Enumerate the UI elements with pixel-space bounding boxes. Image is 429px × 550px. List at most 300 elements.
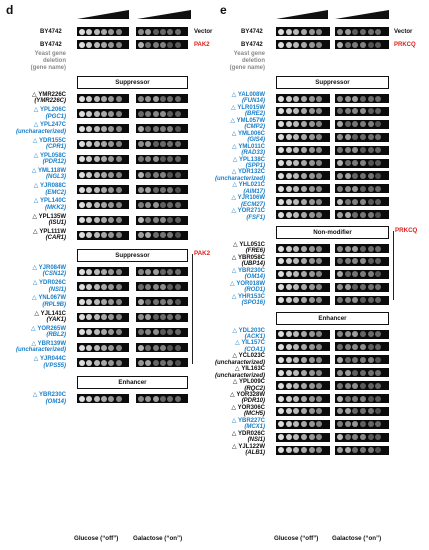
gene-label xyxy=(34,107,66,120)
gene-label xyxy=(215,169,265,182)
colony-spot xyxy=(108,314,114,320)
colony-spot xyxy=(167,172,173,178)
colony-spot xyxy=(301,396,307,402)
colony-spot xyxy=(108,217,114,223)
colony-spot xyxy=(352,383,358,389)
deletion-triangle-icon: △ xyxy=(231,254,238,261)
colony-spot xyxy=(79,156,85,162)
panel-d xyxy=(0,0,214,550)
gene-label xyxy=(32,265,66,278)
colony-spot xyxy=(301,160,307,166)
colony-spot xyxy=(293,344,299,350)
galactose-strip xyxy=(335,197,389,206)
colony-spot xyxy=(337,108,343,114)
colony-spot xyxy=(175,126,181,132)
colony-spot xyxy=(86,360,92,366)
colony-spot xyxy=(278,331,284,337)
gene-name: (OM14) xyxy=(45,398,66,405)
galactose-strip xyxy=(136,231,188,240)
colony-spot xyxy=(94,111,100,117)
colony-spot xyxy=(316,147,322,153)
group-title-box: Enhancer xyxy=(77,376,188,389)
colony-spot xyxy=(108,202,114,208)
colony-spot xyxy=(368,199,374,205)
colony-spot xyxy=(138,396,144,402)
colony-spot xyxy=(293,297,299,303)
gene-name: (NSI1) xyxy=(48,286,66,293)
galactose-strip xyxy=(335,381,389,390)
colony-spot xyxy=(167,202,173,208)
colony-spot xyxy=(145,96,151,102)
colony-spot xyxy=(145,284,151,290)
colony-spot xyxy=(368,29,374,35)
colony-spot xyxy=(94,299,100,305)
header-line3: (gene name) xyxy=(229,65,265,71)
colony-spot xyxy=(160,141,166,147)
glucose-strip xyxy=(276,270,330,279)
colony-spot xyxy=(167,360,173,366)
colony-spot xyxy=(153,269,159,275)
deletion-triangle-icon: △ xyxy=(231,404,238,411)
colony-spot xyxy=(108,126,114,132)
panel-e-wedge-glucose xyxy=(276,6,328,16)
colony-spot xyxy=(301,297,307,303)
gene-name: (uncharacterized) xyxy=(15,347,66,354)
panel-d-label: d xyxy=(6,3,14,17)
colony-spot xyxy=(337,434,343,440)
colony-spot xyxy=(145,29,151,35)
colony-spot xyxy=(286,121,292,127)
gene-orf: YJL122W xyxy=(238,443,265,450)
colony-spot xyxy=(316,108,322,114)
colony-spot xyxy=(345,434,351,440)
colony-spot xyxy=(160,111,166,117)
colony-spot xyxy=(278,173,284,179)
colony-spot xyxy=(86,202,92,208)
colony-spot xyxy=(101,314,107,320)
colony-spot xyxy=(309,212,315,218)
gene-name: (NSI1) xyxy=(247,437,265,444)
colony-spot xyxy=(316,447,322,453)
colony-spot xyxy=(94,202,100,208)
colony-spot xyxy=(101,202,107,208)
colony-spot xyxy=(309,284,315,290)
colony-spot xyxy=(79,172,85,178)
colony-spot xyxy=(360,383,366,389)
colony-spot xyxy=(286,284,292,290)
colony-spot xyxy=(293,42,299,48)
colony-spot xyxy=(337,212,343,218)
colony-spot xyxy=(153,396,159,402)
colony-spot xyxy=(345,383,351,389)
galactose-strip xyxy=(335,257,389,266)
colony-spot xyxy=(101,269,107,275)
colony-spot xyxy=(101,217,107,223)
colony-spot xyxy=(301,284,307,290)
galactose-strip xyxy=(335,355,389,364)
colony-spot xyxy=(175,42,181,48)
colony-spot xyxy=(153,29,159,35)
gene-label xyxy=(232,444,265,457)
group-title-box: Suppressor xyxy=(77,76,188,89)
colony-spot xyxy=(94,329,100,335)
colony-spot xyxy=(138,284,144,290)
footer-galactose: Galactose (“on”) xyxy=(133,535,183,542)
colony-spot xyxy=(345,271,351,277)
colony-spot xyxy=(160,42,166,48)
galactose-strip xyxy=(136,185,188,194)
colony-spot xyxy=(368,108,374,114)
colony-spot xyxy=(116,202,122,208)
galactose-strip xyxy=(335,94,389,103)
colony-spot xyxy=(316,96,322,102)
colony-spot xyxy=(79,202,85,208)
colony-spot xyxy=(337,134,343,140)
glucose-strip xyxy=(276,394,330,403)
colony-spot xyxy=(153,329,159,335)
colony-spot xyxy=(286,212,292,218)
colony-spot xyxy=(360,134,366,140)
galactose-strip xyxy=(136,297,188,306)
colony-spot xyxy=(293,199,299,205)
gene-orf: YLR015W xyxy=(237,104,265,111)
galactose-strip xyxy=(136,124,188,133)
deletion-triangle-icon: △ xyxy=(231,169,238,176)
colony-spot xyxy=(301,246,307,252)
colony-spot xyxy=(175,284,181,290)
colony-spot xyxy=(286,186,292,192)
colony-spot xyxy=(167,217,173,223)
colony-spot xyxy=(360,421,366,427)
colony-spot xyxy=(368,447,374,453)
gene-name: (FRE6) xyxy=(245,248,265,255)
colony-spot xyxy=(309,246,315,252)
colony-spot xyxy=(345,447,351,453)
galactose-strip xyxy=(136,394,188,403)
colony-spot xyxy=(360,96,366,102)
gene-label xyxy=(16,122,66,135)
colony-spot xyxy=(375,383,381,389)
colony-spot xyxy=(293,96,299,102)
colony-spot xyxy=(309,199,315,205)
colony-spot xyxy=(352,160,358,166)
colony-spot xyxy=(101,187,107,193)
deletion-triangle-icon: △ xyxy=(33,107,40,114)
gene-label xyxy=(33,229,66,242)
gene-orf: YHL021C xyxy=(238,182,265,189)
colony-spot xyxy=(375,396,381,402)
gene-label xyxy=(34,153,66,166)
colony-spot xyxy=(368,383,374,389)
gene-name: (COA1) xyxy=(244,346,265,353)
colony-spot xyxy=(286,96,292,102)
colony-spot xyxy=(352,434,358,440)
colony-spot xyxy=(316,421,322,427)
colony-spot xyxy=(116,232,122,238)
gene-name: (ISU1) xyxy=(48,220,66,226)
colony-spot xyxy=(101,360,107,366)
colony-spot xyxy=(94,141,100,147)
colony-spot xyxy=(345,396,351,402)
colony-spot xyxy=(301,42,307,48)
colony-spot xyxy=(352,344,358,350)
colony-spot xyxy=(153,345,159,351)
colony-spot xyxy=(375,447,381,453)
colony-spot xyxy=(293,271,299,277)
colony-spot xyxy=(108,111,114,117)
gene-name: (YAK1) xyxy=(46,317,66,323)
colony-spot xyxy=(301,434,307,440)
colony-spot xyxy=(101,141,107,147)
gene-orf: YPL206C xyxy=(39,107,66,114)
gene-label xyxy=(235,340,265,353)
colony-spot xyxy=(309,434,315,440)
colony-spot xyxy=(337,271,343,277)
vector-galactose-strip xyxy=(136,27,188,36)
colony-spot xyxy=(79,42,85,48)
colony-spot xyxy=(345,246,351,252)
colony-spot xyxy=(309,297,315,303)
colony-spot xyxy=(375,108,381,114)
colony-spot xyxy=(278,147,284,153)
colony-spot xyxy=(368,344,374,350)
colony-spot xyxy=(309,396,315,402)
gene-label xyxy=(231,105,265,118)
colony-spot xyxy=(79,360,85,366)
colony-spot xyxy=(293,108,299,114)
galactose-strip xyxy=(335,446,389,455)
colony-spot xyxy=(345,357,351,363)
colony-spot xyxy=(352,246,358,252)
colony-spot xyxy=(153,111,159,117)
colony-spot xyxy=(345,421,351,427)
colony-spot xyxy=(286,344,292,350)
colony-spot xyxy=(94,360,100,366)
header-line1: Yeast gene xyxy=(233,51,265,57)
galactose-strip xyxy=(335,330,389,339)
gene-label xyxy=(232,431,265,444)
galactose-strip xyxy=(335,433,389,442)
colony-spot xyxy=(116,187,122,193)
colony-spot xyxy=(368,357,374,363)
glucose-strip xyxy=(77,140,129,149)
colony-spot xyxy=(293,212,299,218)
colony-spot xyxy=(301,258,307,264)
colony-spot xyxy=(286,421,292,427)
colony-spot xyxy=(375,160,381,166)
test-glucose-strip xyxy=(276,40,330,49)
colony-spot xyxy=(286,258,292,264)
gene-name: (ALB1) xyxy=(245,450,265,456)
glucose-strip xyxy=(276,94,330,103)
colony-spot xyxy=(360,199,366,205)
colony-spot xyxy=(301,121,307,127)
colony-spot xyxy=(352,357,358,363)
colony-spot xyxy=(153,232,159,238)
colony-spot xyxy=(360,212,366,218)
colony-spot xyxy=(293,160,299,166)
colony-spot xyxy=(316,284,322,290)
colony-spot xyxy=(352,297,358,303)
gene-label xyxy=(232,268,265,281)
colony-spot xyxy=(108,42,114,48)
colony-spot xyxy=(345,173,351,179)
gene-name: (SPO16) xyxy=(241,300,265,306)
colony-spot xyxy=(145,217,151,223)
glucose-strip xyxy=(276,184,330,193)
colony-spot xyxy=(316,29,322,35)
colony-spot xyxy=(175,29,181,35)
header-line2: deletion xyxy=(42,58,66,64)
gene-name: (EMC2) xyxy=(45,189,66,196)
gene-name: (ECM27) xyxy=(240,201,265,208)
colony-spot xyxy=(301,408,307,414)
gene-name: (uncharacterized) xyxy=(214,359,265,366)
group-title-box: Enhancer xyxy=(276,312,389,325)
colony-spot xyxy=(345,199,351,205)
colony-spot xyxy=(360,147,366,153)
colony-spot xyxy=(153,172,159,178)
panel-d-wedge-galactose xyxy=(137,6,191,16)
colony-spot xyxy=(167,156,173,162)
colony-spot xyxy=(278,29,284,35)
gene-orf: YJL141C xyxy=(40,310,66,317)
colony-spot xyxy=(79,232,85,238)
colony-spot xyxy=(167,126,173,132)
colony-spot xyxy=(368,212,374,218)
colony-spot xyxy=(316,246,322,252)
colony-spot xyxy=(101,172,107,178)
vector-glucose-strip xyxy=(276,27,330,36)
colony-spot xyxy=(175,269,181,275)
colony-spot xyxy=(301,447,307,453)
gene-label xyxy=(32,92,66,105)
colony-spot xyxy=(108,269,114,275)
colony-spot xyxy=(86,187,92,193)
colony-spot xyxy=(345,284,351,290)
colony-spot xyxy=(86,111,92,117)
colony-spot xyxy=(316,271,322,277)
glucose-strip xyxy=(77,170,129,179)
colony-spot xyxy=(301,29,307,35)
glucose-strip xyxy=(77,155,129,164)
gene-name: (YMR226C) xyxy=(34,98,66,105)
gene-name: (uncharacterized) xyxy=(214,372,265,379)
gene-label xyxy=(231,208,265,221)
colony-spot xyxy=(116,42,122,48)
colony-spot xyxy=(167,396,173,402)
vector-strain: BY4742 xyxy=(40,29,62,35)
colony-spot xyxy=(145,329,151,335)
gene-orf: YPL247C xyxy=(39,122,66,129)
colony-spot xyxy=(108,396,114,402)
colony-spot xyxy=(301,357,307,363)
colony-spot xyxy=(160,156,166,162)
colony-spot xyxy=(167,232,173,238)
colony-spot xyxy=(286,108,292,114)
deletion-triangle-icon: △ xyxy=(231,430,238,437)
colony-spot xyxy=(278,421,284,427)
gene-label xyxy=(230,392,265,405)
gene-label xyxy=(232,294,265,307)
deletion-triangle-icon: △ xyxy=(231,130,238,137)
colony-spot xyxy=(278,186,284,192)
colony-spot xyxy=(360,357,366,363)
colony-spot xyxy=(337,186,343,192)
colony-spot xyxy=(360,108,366,114)
colony-spot xyxy=(360,173,366,179)
colony-spot xyxy=(116,141,122,147)
deletion-triangle-icon: △ xyxy=(233,242,240,248)
colony-spot xyxy=(138,299,144,305)
colony-spot xyxy=(316,134,322,140)
galactose-strip xyxy=(136,358,188,367)
colony-spot xyxy=(352,370,358,376)
colony-spot xyxy=(278,258,284,264)
colony-spot xyxy=(309,160,315,166)
gene-label xyxy=(33,392,66,405)
colony-spot xyxy=(101,156,107,162)
colony-spot xyxy=(167,29,173,35)
colony-spot xyxy=(138,96,144,102)
glucose-strip xyxy=(276,133,330,142)
deletion-triangle-icon: △ xyxy=(230,117,237,124)
gene-name: (uncharacterized) xyxy=(15,128,66,135)
deletion-triangle-icon: △ xyxy=(31,325,38,332)
glucose-strip xyxy=(276,210,330,219)
glucose-strip xyxy=(77,231,129,240)
colony-spot xyxy=(94,42,100,48)
gene-orf: YAL008W xyxy=(237,92,265,98)
gene-orf: YOR306C xyxy=(237,404,265,411)
colony-spot xyxy=(352,96,358,102)
colony-spot xyxy=(352,29,358,35)
colony-spot xyxy=(86,314,92,320)
colony-spot xyxy=(278,344,284,350)
colony-spot xyxy=(293,284,299,290)
colony-spot xyxy=(375,284,381,290)
glucose-strip xyxy=(77,282,129,291)
colony-spot xyxy=(167,96,173,102)
group-bracket-line xyxy=(393,231,394,300)
colony-spot xyxy=(301,271,307,277)
colony-spot xyxy=(138,172,144,178)
galactose-strip xyxy=(335,420,389,429)
colony-spot xyxy=(278,212,284,218)
gene-name: (RPL9B) xyxy=(42,301,66,308)
colony-spot xyxy=(138,269,144,275)
colony-spot xyxy=(360,284,366,290)
colony-spot xyxy=(175,141,181,147)
colony-spot xyxy=(316,297,322,303)
colony-spot xyxy=(316,199,322,205)
galactose-strip xyxy=(136,328,188,337)
colony-spot xyxy=(375,331,381,337)
colony-spot xyxy=(286,271,292,277)
colony-spot xyxy=(175,299,181,305)
group-side-label: PRKCQ xyxy=(395,227,418,234)
colony-spot xyxy=(293,421,299,427)
colony-spot xyxy=(309,344,315,350)
test-galactose-strip xyxy=(335,40,389,49)
colony-spot xyxy=(293,408,299,414)
colony-spot xyxy=(138,345,144,351)
colony-spot xyxy=(368,434,374,440)
gene-label xyxy=(232,328,265,341)
deletion-triangle-icon: △ xyxy=(232,182,239,189)
colony-spot xyxy=(101,126,107,132)
gene-orf: YBR227C xyxy=(237,417,265,424)
